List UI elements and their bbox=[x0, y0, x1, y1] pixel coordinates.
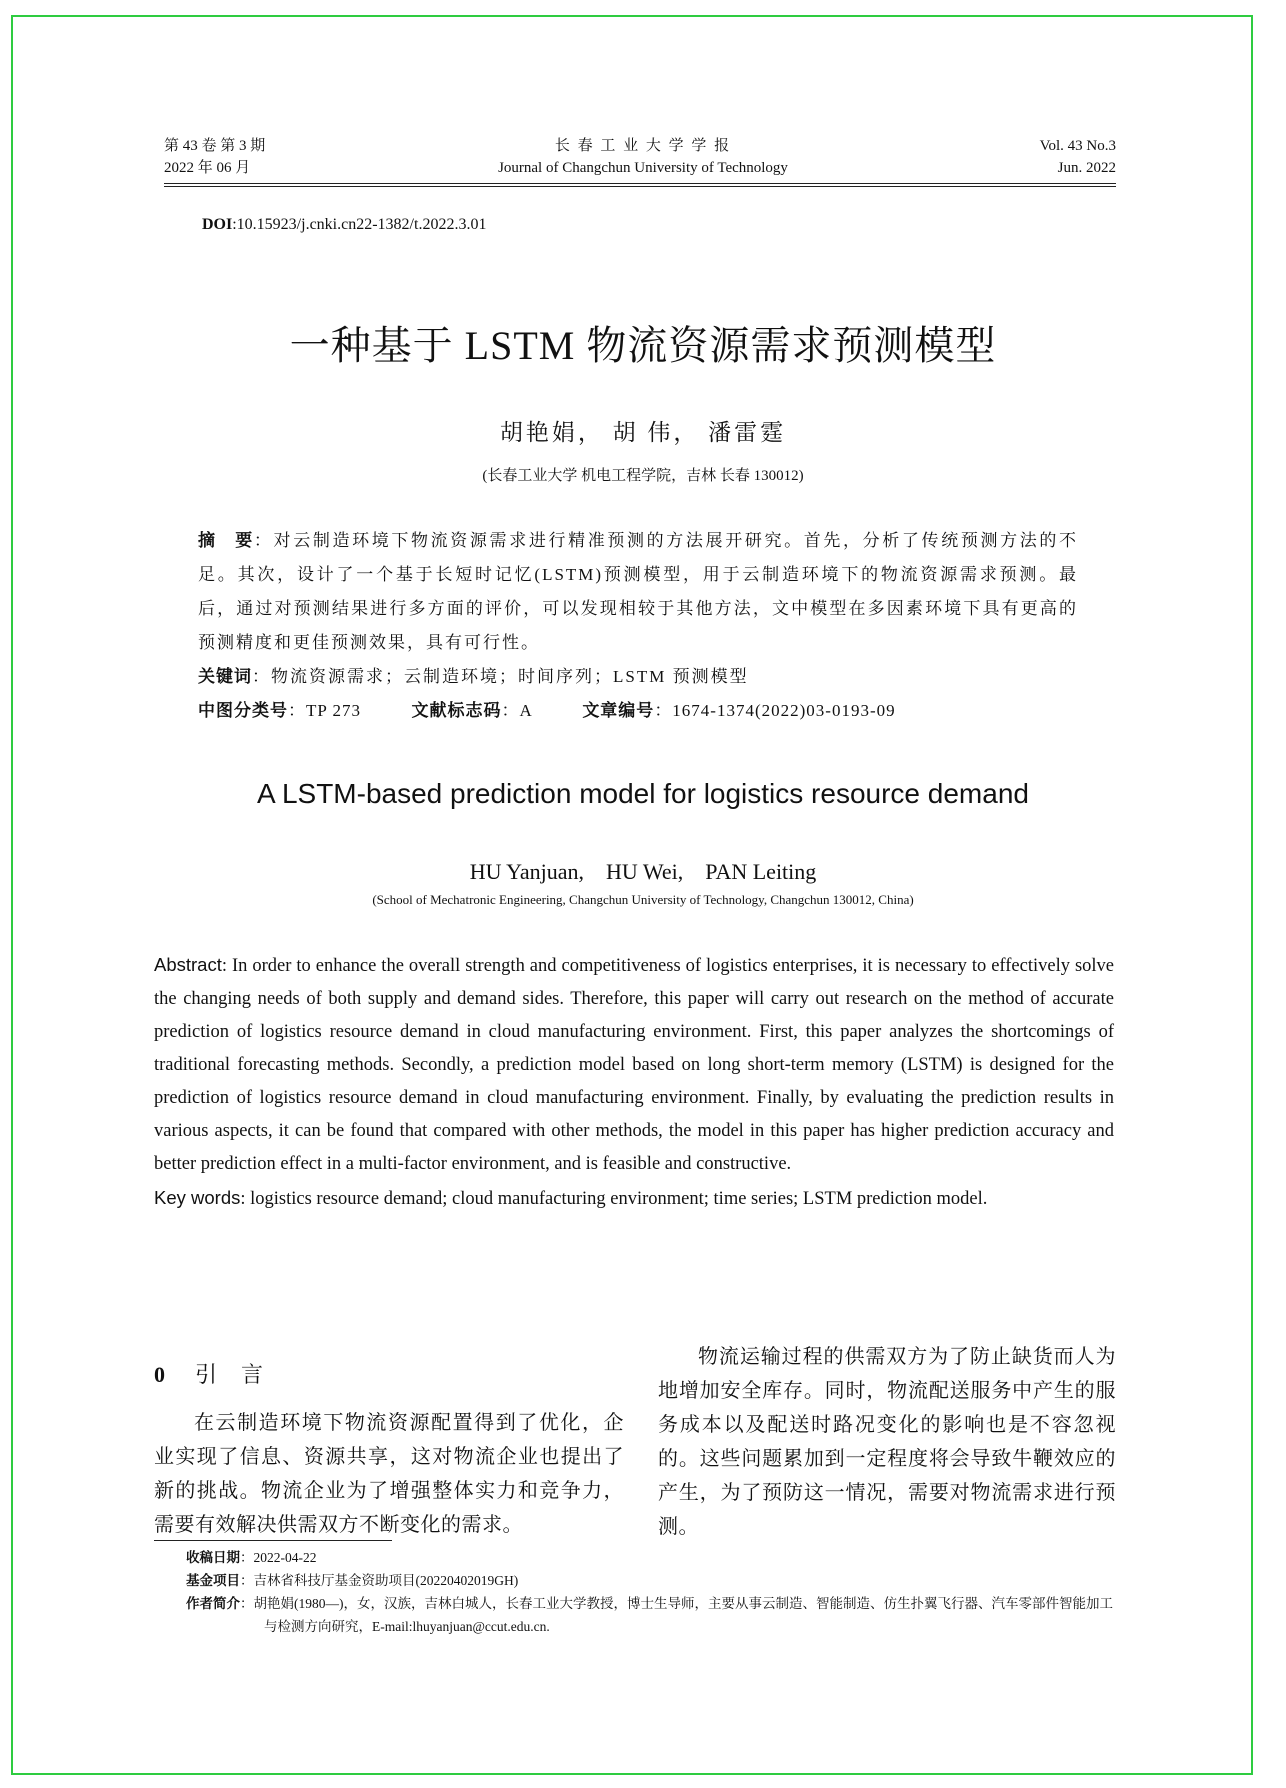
header-date-en: Jun. 2022 bbox=[1057, 160, 1116, 176]
affiliation-cn: (长春工业大学 机电工程学院，吉林 长春 130012) bbox=[482, 468, 804, 484]
abstract-cn-text: ：对云制造环境下物流资源需求进行精准预测的方法展开研究。首先，分析了传统预测方法的不足。其次，设计了一个基于长短时记忆(LSTM)预测模型，用于云制造环境下的物流资源需求预测。最后，通过对预测结果进行多方面的评价，可以发现相较于其他方法，文中模型在多因素环境下具有更高的预测精度和更佳预测效果，具有可行性。 bbox=[198, 531, 1079, 652]
abstract-en-text: : In order to enhance the overall strength and competitiveness of logistics enterprises, it is necessary to effectively solve the changing needs of both supply and demand sides. Therefore, this paper will carry out research on the method of accurate prediction of logistics resource demand in cloud manufacturing environment. First, this paper analyzes the shortcomings of traditional forecasting methods. Secondly, a prediction model based on long short-term memory (LSTM) is designed for the prediction of logistics resource demand in cloud manufacturing environment. Finally, by evaluating the prediction results in various aspects, it can be found that compared with other methods, the model in this paper has higher prediction accuracy and better prediction effect in a multi-factor environment, and is feasible and constructive. bbox=[154, 956, 1114, 1174]
header-journal-en: Journal of Changchun University of Technology bbox=[498, 160, 788, 176]
keywords-cn-text: ：物流资源需求；云制造环境；时间序列；LSTM 预测模型 bbox=[252, 667, 749, 686]
doc-code-label: 文献标志码 bbox=[411, 701, 502, 720]
footnote-author bbox=[186, 1592, 1116, 1638]
footnotes bbox=[186, 1546, 1116, 1638]
received-value: ：2022-04-22 bbox=[240, 1550, 317, 1565]
header-volume-en-block bbox=[1040, 135, 1116, 179]
header-rule bbox=[164, 183, 1116, 184]
keywords-cn-label: 关键词 bbox=[198, 667, 252, 686]
authors-en: HU Yanjuan, HU Wei, PAN Leiting bbox=[469, 859, 817, 884]
clc-label: 中图分类号 bbox=[198, 701, 288, 720]
title-en: A LSTM-based prediction model for logistics resource demand bbox=[257, 778, 1029, 809]
article-no-value: ：1674-1374(2022)03-0193-09 bbox=[654, 701, 896, 720]
header-volume-en: Vol. 43 No.3 bbox=[1039, 138, 1116, 154]
body-left-column: 在云制造环境下物流资源配置得到了优化，企业实现了信息、资源共享，这对物流企业也提出了新的挑战。物流企业为了增强整体实力和竞争力，需要有效解决供需双方不断变化的需求。 bbox=[154, 1412, 624, 1536]
keywords-en-text: : logistics resource demand; cloud manufacturing environment; time series; LSTM prediction model. bbox=[240, 1189, 988, 1209]
footnote-received bbox=[186, 1546, 1116, 1569]
body-right-column: 物流运输过程的供需双方为了防止缺货而人为地增加安全库存。同时，物流配送服务中产生的服务成本以及配送时路况变化的影响也是不容忽视的。这些问题累加到一定程度将会导致牛鞭效应的产生，为了预防这一情况，需要对物流需求进行预测。 bbox=[658, 1346, 1116, 1538]
keywords-en-label: Key words bbox=[154, 1187, 241, 1208]
author-value: ：胡艳娟(1980—)，女，汉族，吉林白城人，长春工业大学教授，博士生导师，主要从事云制造、智能制造、仿生扑翼飞行器、汽车零部件智能加工与检测方向研究，E-mail:lhuyanjuan@ccut.edu.cn. bbox=[240, 1596, 1113, 1634]
header-journal-cn: 长 春 工 业 大 学 学 报 bbox=[554, 138, 732, 154]
abstract-cn-label: 摘 要 bbox=[198, 531, 254, 550]
abstract-en-label: Abstract bbox=[154, 954, 222, 975]
header-date-cn: 2022 年 06 月 bbox=[164, 160, 251, 176]
footnote-rule bbox=[154, 1540, 392, 1541]
doi-line bbox=[202, 216, 486, 234]
fund-value: ：吉林省科技厅基金资助项目(20220402019GH) bbox=[240, 1573, 519, 1588]
doc-code-value: ：A bbox=[501, 701, 532, 720]
abstract-en bbox=[154, 948, 1114, 1181]
affiliation-en: (School of Mechatronic Engineering, Changchun University of Technology, Changchun 130012, China) bbox=[372, 892, 914, 907]
section-title: 引言 bbox=[195, 1362, 288, 1387]
doi-value: :10.15923/j.cnki.cn22-1382/t.2022.3.01 bbox=[232, 216, 487, 233]
abstract-cn-block bbox=[198, 524, 1078, 728]
keywords-en bbox=[154, 1181, 1114, 1216]
fund-label: 基金项目 bbox=[186, 1573, 240, 1588]
section-heading bbox=[154, 1358, 287, 1389]
article-no-label: 文章编号 bbox=[582, 701, 655, 720]
keywords-cn bbox=[198, 660, 1078, 694]
received-label: 收稿日期 bbox=[186, 1550, 240, 1565]
section-number: 0 bbox=[154, 1362, 165, 1387]
header-volume: 第 43 卷 第 3 期 bbox=[164, 138, 266, 154]
doi-label: DOI bbox=[202, 216, 233, 233]
abstract-en-block bbox=[154, 948, 1114, 1216]
abstract-cn bbox=[198, 524, 1078, 660]
header-rule-thin bbox=[164, 186, 1116, 187]
classification-line bbox=[198, 694, 1078, 728]
footnote-fund bbox=[186, 1569, 1116, 1592]
author-label: 作者简介 bbox=[186, 1596, 240, 1611]
page-title: 一种基于 LSTM 物流资源需求预测模型 bbox=[289, 323, 997, 368]
clc-value: ：TP 273 bbox=[288, 701, 361, 720]
authors-cn: 胡艳娟， 胡 伟， 潘雷霆 bbox=[499, 420, 787, 445]
